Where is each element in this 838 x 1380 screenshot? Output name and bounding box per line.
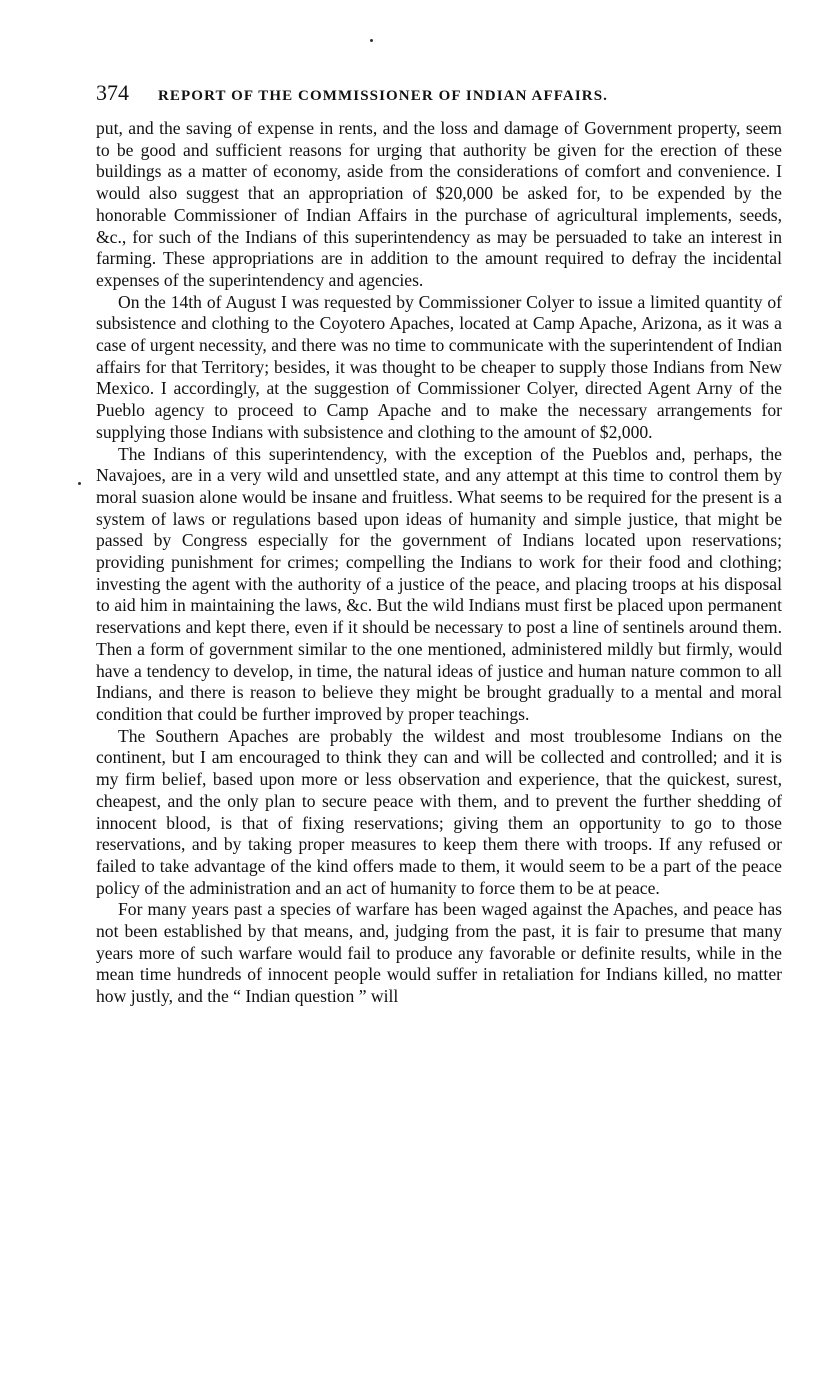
paragraph-warfare: For many years past a species of warfare has been waged against the Apaches, and peace has not been established by that means, and, judging from the past, it is fair to presume that many years more of such warfare would fail to produce any favorable or definite results, while in the mean time hundreds of innocent people would suffer in retaliation for Indians killed, no matter how justly, and the “ Indian question ” will bbox=[96, 899, 782, 1007]
document-page bbox=[96, 80, 782, 1365]
running-header bbox=[96, 80, 782, 118]
paragraph-superintendency-indians: The Indians of this superintendency, with the exception of the Pueblos and, perhaps, the Navajoes, are in a very wild and unsettled state, and any attempt at this time to control them by moral suasion alone would be insane and fruitless. What seems to be required for the present is a system of laws or regulations based upon ideas of humanity and simple justice, that might be passed by Congress especially for the government of Indians located upon reservations; providing punishment for crimes; compelling the Indians to work for their food and clothing; investing the agent with the authority of a justice of the peace, and placing troops at his disposal to aid him in maintaining the laws, &c. But the wild Indians must first be placed upon permanent reservations and kept there, even if it should be necessary to post a line of sentinels around them. Then a form of government similar to the one mentioned, administered mildly but firmly, would have a tendency to develop, in time, the natural ideas of justice and human nature common to all Indians, and there is reason to believe they might be brought gradually to a mental and moral condition that could be further improved by proper teachings. bbox=[96, 443, 782, 724]
paragraph-continuation: put, and the saving of expense in rents, and the loss and damage of Government property, seem to be good and sufficient reasons for urging that authority be given for the erection of these buildings as a matter of economy, aside from the considerations of comfort and convenience. I would also suggest that an appropriation of $20,000 be asked for, to be expended by the honorable Commissioner of Indian Affairs in the purchase of agricultural implements, seeds, &c., for such of the Indians of this superintendency as may be persuaded to take an interest in farming. These appropriations are in addition to the amount required to defray the incidental expenses of the superintendency and agencies. bbox=[96, 118, 782, 290]
running-title: REPORT OF THE COMMISSIONER OF INDIAN AFFAIRS. bbox=[158, 88, 608, 104]
page-number: 374 bbox=[96, 80, 129, 105]
print-speck bbox=[370, 39, 373, 42]
paragraph-southern-apaches: The Southern Apaches are probably the wildest and most troublesome Indians on the continent, but I am encouraged to think they can and will be collected and controlled; and it is my firm belief, based upon more or less observation and experience, that the quickest, surest, cheapest, and the only plan to secure peace with them, and to prevent the further shedding of innocent blood, is that of fixing reservations; giving them an opportunity to go to those reservations, and by taking proper measures to keep them there with troops. If any refused or failed to take advantage of the kind offers made to them, it would seem to be a part of the peace policy of the administration and an act of humanity to force them to be at peace. bbox=[96, 725, 782, 898]
print-speck bbox=[78, 482, 81, 485]
paragraph-coyotero-apaches: On the 14th of August I was requested by Commissioner Colyer to issue a limited quantity of subsistence and clothing to the Coyotero Apaches, located at Camp Apache, Arizona, as it was a case of urgent necessity, and there was no time to communicate with the superintendent of Indian affairs for that Territory; besides, it was thought to be cheaper to supply those Indians from New Mexico. I accordingly, at the suggestion of Commissioner Colyer, directed Agent Arny of the Pueblo agency to proceed to Camp Apache and to make the necessary arrangements for supplying those Indians with subsistence and clothing to the amount of $2,000. bbox=[96, 291, 782, 442]
